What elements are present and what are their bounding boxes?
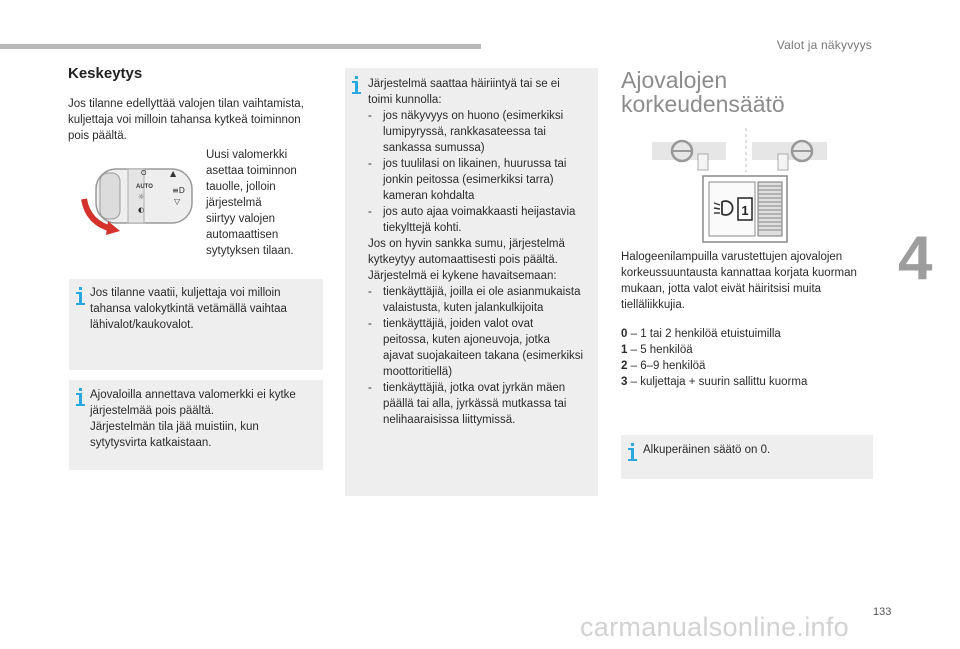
sidelight-icon: ☼ [138, 193, 145, 201]
chapter-number: 4 [898, 224, 933, 293]
text-line: Jos tilanne edellyttää valojen tilan vaihtamista, [68, 98, 304, 110]
list-item: - tienkäyttäjiä, joilla ei ole asianmukaista valaistusta, kuten jalankulkijoita [368, 284, 594, 316]
stalk-caption [206, 147, 326, 259]
list-item: - jos auto ajaa voimakkaasti heijastavia tiekylttejä kohti. [368, 204, 594, 236]
text-line: moottoritiellä) [383, 366, 453, 378]
text-line: tahansa valokytkintä vetämällä vaihtaa [90, 303, 287, 315]
text-line: Järjestelmän tila jää muistiin, kun [90, 421, 259, 433]
info-icon [352, 76, 362, 95]
legend-text: – 1 tai 2 henkilöä etuistuimilla [627, 328, 781, 340]
text-line: kytkeytyy automaattisesti pois päältä. [368, 254, 558, 266]
text-line: jos tuulilasi on likainen, huurussa tai [383, 158, 567, 170]
down-arrow-icon: ▽ [174, 197, 181, 206]
text-line: Jos on hyvin sankka sumu, järjestelmä [368, 238, 565, 250]
text-line: Uusi valomerkki [206, 149, 288, 161]
text-line: järjestelmää pois päältä. [90, 405, 215, 417]
undetected-list [368, 284, 594, 428]
text-line: kuljettaja voi milloin tahansa kytkeä toiminnon [68, 114, 301, 126]
text-line: jos näkyvyys on huono (esimerkiksi [383, 110, 564, 122]
watermark: carmanualsonline.info [580, 612, 849, 642]
legend-number: 1 [621, 344, 628, 356]
info-icon [76, 388, 86, 407]
text-line: automaattisen [206, 229, 279, 241]
text-line: korkeussuuntausta kannattaa korjata kuorman [621, 267, 857, 279]
position-legend [621, 326, 883, 390]
text-line: mukaan, jotta valot eivät häiritsisi muita [621, 283, 822, 295]
text-line: tienkäyttäjiä, jotka ovat jyrkän mäen [383, 382, 566, 394]
right-body-text [621, 249, 883, 313]
text-line: järjestelmä [206, 197, 262, 209]
text-line: tienkäyttäjiä, joilla ei ole asianmukaista [383, 286, 581, 298]
title-line: Ajovalojen [621, 67, 728, 93]
info-note-highbeam [69, 279, 323, 370]
info-icon [76, 287, 86, 306]
text-line: sytytyksen tilaan. [206, 245, 294, 257]
intro-paragraph [68, 96, 328, 144]
headlamp-dial-illustration [652, 128, 827, 246]
text-line: peitossa, kuten ajoneuvoja, jotka [383, 334, 550, 346]
dial-value: 1 [741, 203, 749, 218]
text-line: kameran kohdalta [383, 190, 475, 202]
text-line: Järjestelmä saattaa häiriintyä tai se ei [368, 78, 560, 90]
foglight-icon: ≡D [172, 186, 185, 195]
text-line: Ajovaloilla annettava valomerkki ei kytke [90, 389, 296, 401]
text-line: päällä tai alla, jyrkässä mutkassa tai [383, 398, 567, 410]
running-header: Valot ja näkyvyys [776, 38, 872, 52]
text-line: nelihaaraisissa liittymissä. [383, 414, 516, 426]
stalk-label-auto: AUTO [136, 184, 153, 190]
text-line: valaistusta, kuten jalankulkijoita [383, 302, 544, 314]
text-line: tauolle, jolloin [206, 181, 276, 193]
light-stalk-illustration [78, 155, 206, 237]
left-column [68, 66, 328, 144]
legend-row [621, 326, 883, 342]
text-line: pois päältä. [68, 130, 127, 142]
info-note-limitations [345, 68, 598, 496]
text-line: Halogeenilampuilla varustettujen ajovalojen [621, 251, 843, 263]
list-item: - tienkäyttäjiä, joiden valot ovat peitossa, kuten ajoneuvoja, jotka ajavat suojakaiteen takana (esimerkiksi moottoritiellä) [368, 316, 594, 380]
text-line: asettaa toiminnon [206, 165, 297, 177]
text-line: lähivalot/kaukovalot. [90, 319, 194, 331]
text-line: sytytysvirta katkaistaan. [90, 437, 212, 449]
text-line: tienkäyttäjiä, joiden valot ovat [383, 318, 534, 330]
text-line: sankassa sumussa) [383, 142, 485, 154]
list-item: - jos tuulilasi on likainen, huurussa tai jonkin peitossa (esimerkiksi tarra) kameran kohdalta [368, 156, 594, 204]
text-line: Jos tilanne vaatii, kuljettaja voi milloin [90, 287, 281, 299]
stalk-label-o: O [141, 170, 147, 177]
text-line: lumipyryssä, rankkasateessa tai [383, 126, 546, 138]
lowbeam-icon: ◐ [138, 206, 145, 214]
up-arrow-icon: ▲ [170, 169, 177, 178]
title-line: korkeudensäätö [621, 91, 785, 117]
text-line: toimi kunnolla: [368, 94, 442, 106]
info-note-memory [69, 380, 323, 470]
legend-row [621, 342, 883, 358]
header-rule [0, 44, 481, 49]
text-line: tielläliikkujia. [621, 299, 685, 311]
info-icon [628, 443, 638, 462]
legend-number: 3 [621, 376, 628, 388]
text-line: tiekylttejä kohti. [383, 222, 462, 234]
legend-text: – 6–9 henkilöä [627, 360, 706, 372]
info-note-default [621, 435, 873, 479]
text-line: siirtyy valojen [206, 213, 276, 225]
page-number: 133 [873, 606, 892, 618]
legend-text: – 5 henkilöä [627, 344, 693, 356]
legend-row [621, 374, 883, 390]
legend-text: – kuljettaja + suurin sallittu kuorma [627, 376, 808, 388]
legend-number: 2 [621, 360, 628, 372]
section-heading: Keskeytys [68, 65, 143, 82]
legend-number: 0 [621, 328, 628, 340]
section-title [621, 68, 785, 116]
text-line: jos auto ajaa voimakkaasti heijastavia [383, 206, 576, 218]
list-item: - tienkäyttäjiä, jotka ovat jyrkän mäen päällä tai alla, jyrkässä mutkassa tai nelihaaraisissa liittymissä. [368, 380, 594, 428]
text-line: Järjestelmä ei kykene havaitsemaan: [368, 270, 557, 282]
note-text: Alkuperäinen säätö on 0. [643, 444, 771, 456]
text-line: jonkin peitossa (esimerkiksi tarra) [383, 174, 554, 186]
legend-row [621, 358, 883, 374]
conditions-list [368, 108, 594, 236]
list-item: - jos näkyvyys on huono (esimerkiksi lumipyryssä, rankkasateessa tai sankassa sumussa) [368, 108, 594, 156]
text-line: ajavat suojakaiteen takana (esimerkiksi [383, 350, 584, 362]
